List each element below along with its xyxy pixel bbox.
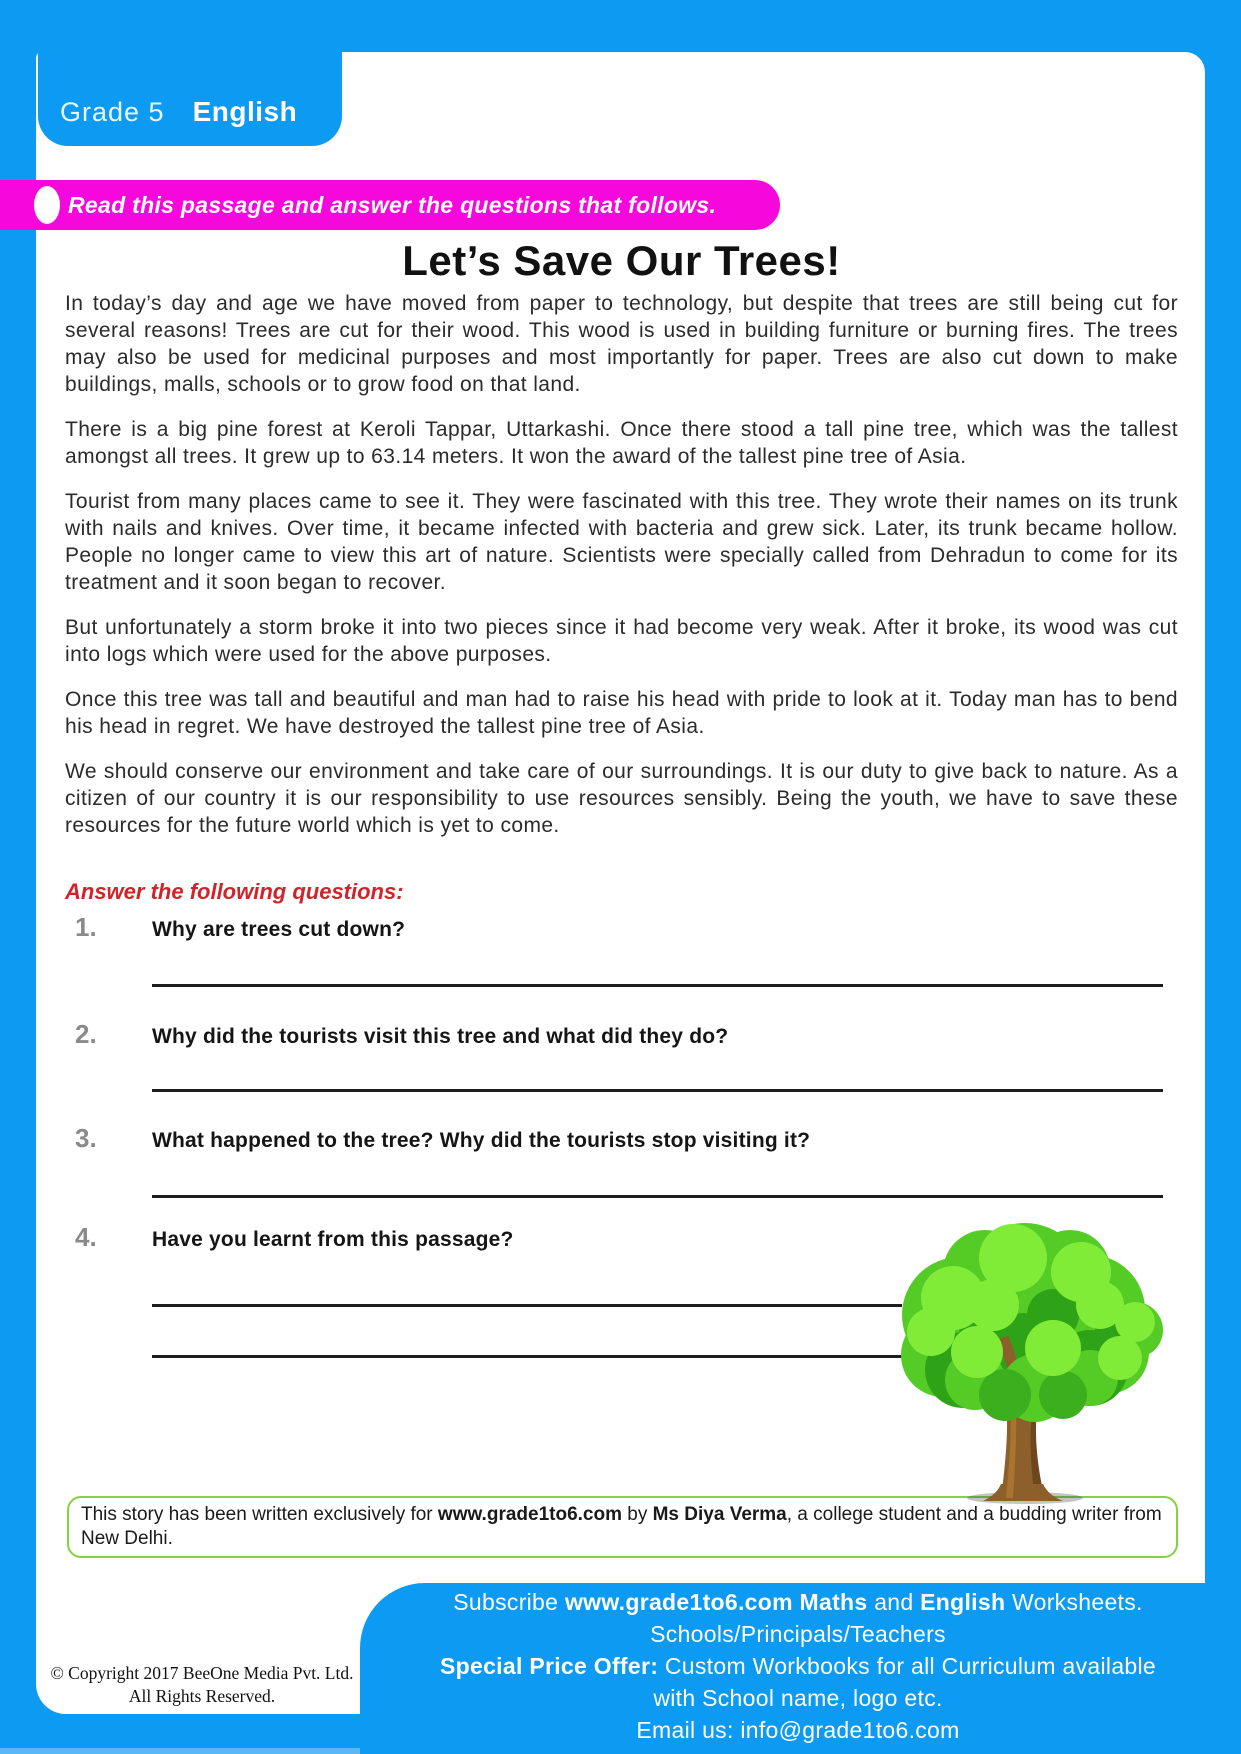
footer-line-2: Schools/Principals/Teachers	[650, 1621, 946, 1647]
attribution-author: Ms Diya Verma	[652, 1504, 787, 1525]
answer-line	[152, 1304, 902, 1307]
footer-line-4: with School name, logo etc.	[653, 1685, 943, 1711]
passage-paragraph-1: In today’s day and age we have moved from paper to technology, but despite that trees are still being cut for several reasons! Trees are cut for their wood. This wood is used in building furniture or burning fires. The trees may also be used for medicinal purposes and most importantly for paper. Trees are also cut down to make buildings, malls, schools or to grow food on that land.	[65, 292, 1178, 396]
grade-label: Grade 5	[60, 97, 165, 127]
footer-line-5: Email us: info@grade1to6.com	[636, 1717, 960, 1743]
answer-line	[152, 1089, 1163, 1092]
footer-line-3: Special Price Offer: Custom Workbooks for all Curriculum available	[439, 1653, 1157, 1679]
passage-paragraph-3: Tourist from many places came to see it. They were fascinated with this tree. They wrote their names on its trunk with nails and knives. Over time, it became infected with bacteria and grew sick. Later, its trunk became hollow. People no longer came to view this art of nature. Scientists were specially called from Dehradun to come for its treatment and it soon began to recover.	[65, 490, 1178, 594]
question-number: 3.	[75, 1123, 97, 1153]
tree-illustration	[885, 1210, 1165, 1505]
attribution-site: www.grade1to6.com	[437, 1504, 622, 1525]
passage-title: Let’s Save Our Trees!	[402, 237, 841, 284]
question-text: Have you learnt from this passage?	[152, 1228, 514, 1251]
question-number: 4.	[75, 1222, 97, 1252]
subject-label: English	[192, 96, 298, 127]
passage-paragraph-2: There is a big pine forest at Keroli Tappar, Uttarkashi. Once there stood a tall pine tree, which was the tallest amongst all trees. It grew up to 63.14 meters. It won the award of the tallest pine tree of Asia.	[65, 418, 1178, 468]
passage-paragraph-4: But unfortunately a storm broke it into two pieces since it had become very weak. After it broke, its wood was cut into logs which were used for the above purposes.	[65, 616, 1178, 666]
answer-line	[152, 1355, 902, 1358]
question-row-2	[65, 1021, 1178, 1050]
bullet-oval-icon	[34, 186, 60, 224]
question-text: Why are trees cut down?	[152, 918, 406, 941]
answer-line	[152, 1195, 1163, 1198]
worksheet-card	[36, 52, 1205, 1714]
copyright-notice	[42, 1662, 362, 1708]
question-number: 1.	[75, 912, 97, 942]
passage-paragraph-5: Once this tree was tall and beautiful and man had to raise his head with pride to look at it. Today man has to bend his head in regret. We have destroyed the tallest pine tree of Asia.	[65, 688, 1178, 738]
instruction-banner	[0, 180, 780, 230]
question-row-1	[65, 914, 1178, 943]
attribution-box: This story has been written exclusively for www.grade1to6.com by Ms Diya Verma, a college student and a budding writer from New Delhi.	[67, 1496, 1178, 1558]
attribution-text: This story has been written exclusively for	[81, 1504, 438, 1525]
copyright-line-1: © Copyright 2017 BeeOne Media Pvt. Ltd.	[50, 1663, 354, 1683]
passage-paragraph-6: We should conserve our environment and take care of our surroundings. It is our duty to give back to nature. As a citizen of our country it is our responsibility to use resources sensibly. Being the youth, we have to save these resources for the future world which is yet to come.	[65, 760, 1178, 837]
answer-line	[152, 984, 1163, 987]
bottom-strip	[0, 1748, 360, 1754]
question-text: What happened to the tree? Why did the tourists stop visiting it?	[152, 1129, 811, 1152]
question-text: Why did the tourists visit this tree and what did they do?	[152, 1025, 729, 1048]
footer-line-1: Subscribe www.grade1to6.com Maths and English Worksheets.	[453, 1589, 1143, 1615]
footer-panel	[360, 1583, 1241, 1754]
grade-subject-tab	[38, 24, 342, 146]
questions-heading: Answer the following questions:	[65, 879, 404, 904]
question-row-3	[65, 1125, 1178, 1154]
copyright-line-2: All Rights Reserved.	[128, 1686, 276, 1706]
question-number: 2.	[75, 1019, 97, 1049]
instruction-text: Read this passage and answer the questions that follows.	[68, 191, 717, 218]
